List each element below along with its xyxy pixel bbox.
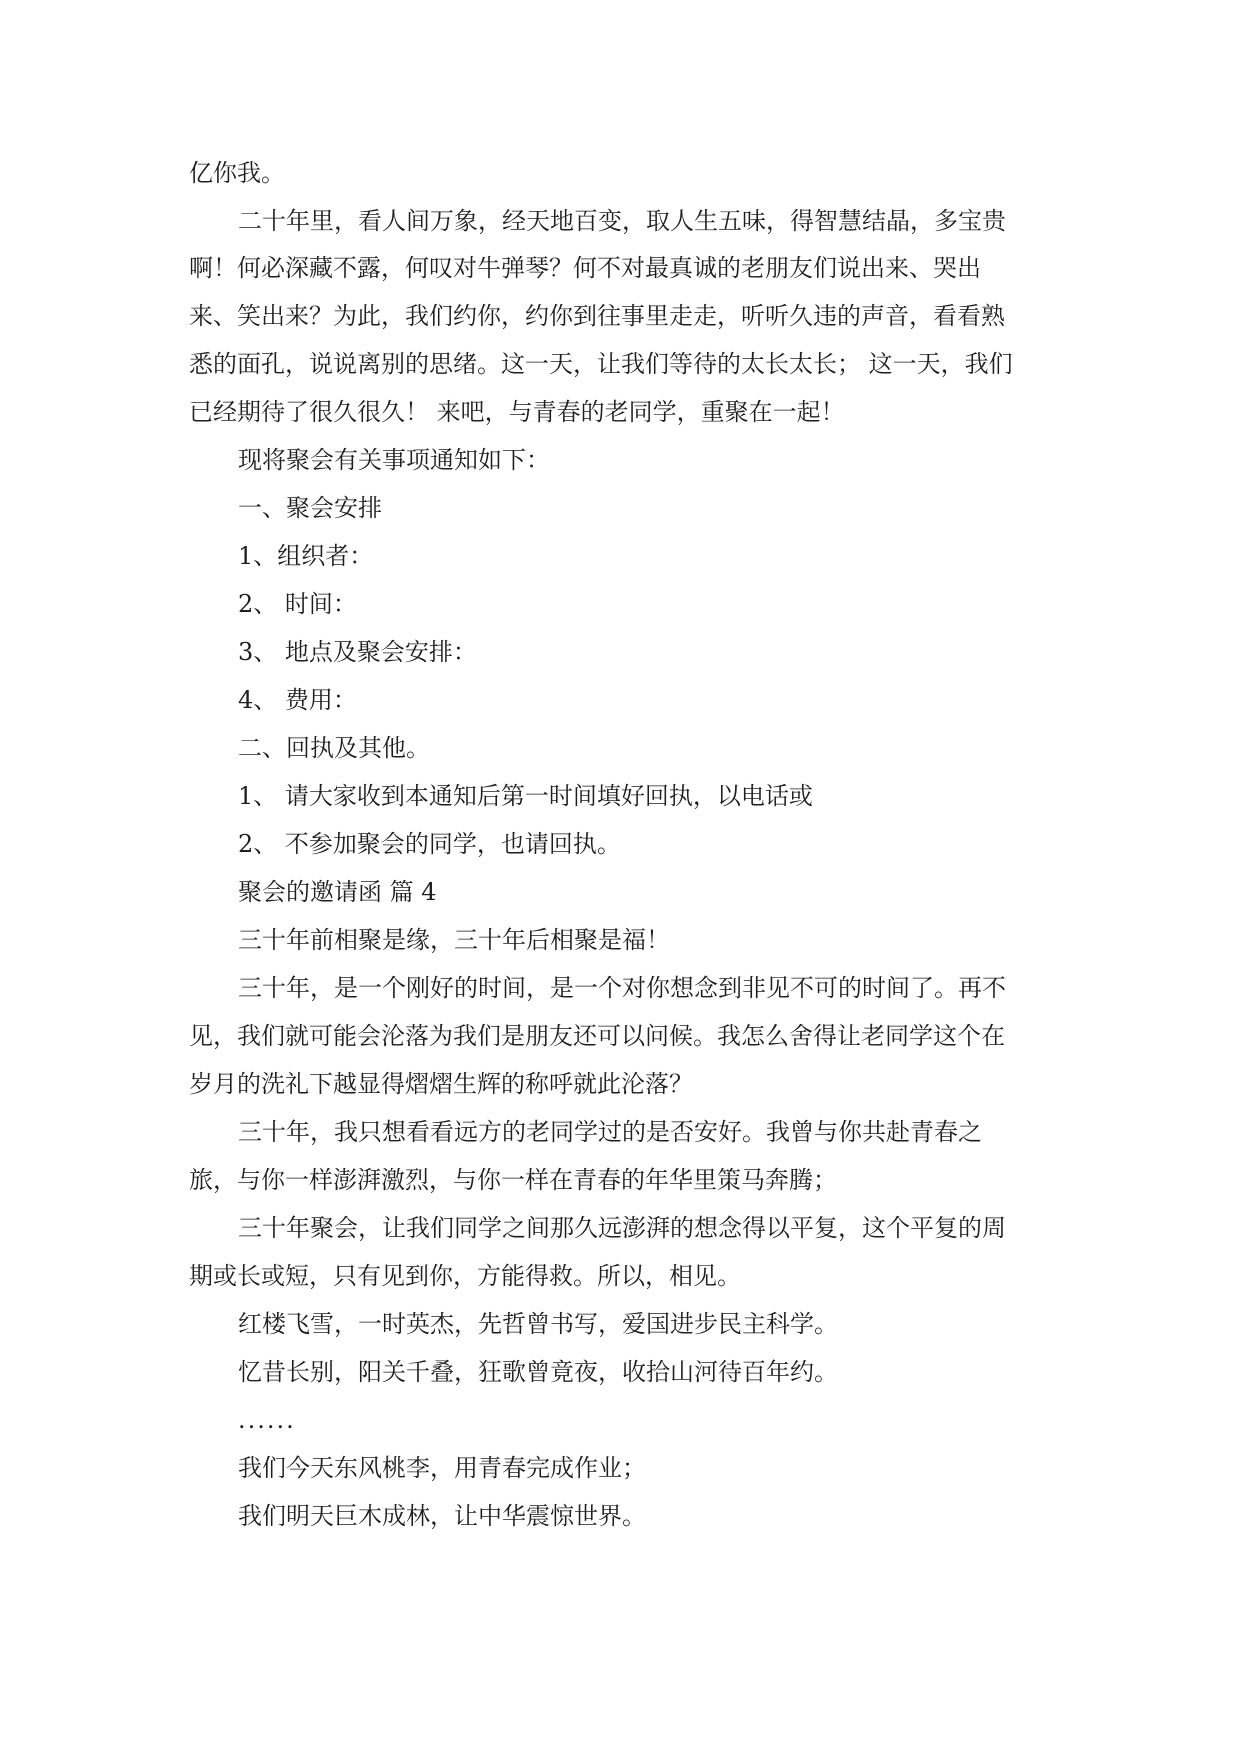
paragraph-line: 红楼飞雪，一时英杰，先哲曾书写，爱国进步民主科学。 bbox=[238, 1310, 838, 1338]
paragraph-line: 见，我们就可能会沦落为我们是朋友还可以问候。我怎么舍得让老同学这个在 bbox=[189, 1022, 1005, 1050]
ellipsis-line: ...... bbox=[238, 1406, 296, 1434]
paragraph-line: 悉的面孔，说说离别的思绪。这一天，让我们等待的太长太长； 这一天，我们 bbox=[189, 350, 1013, 378]
list-item: 2、 不参加聚会的同学，也请回执。 bbox=[238, 830, 621, 858]
paragraph-line: 三十年，我只想看看远方的老同学过的是否安好。我曾与你共赴青春之 bbox=[238, 1118, 982, 1146]
paragraph-line: 旅，与你一样澎湃激烈，与你一样在青春的年华里策马奔腾； bbox=[189, 1166, 837, 1194]
paragraph-line: 三十年聚会，让我们同学之间那久远澎湃的想念得以平复，这个平复的周 bbox=[238, 1214, 1006, 1242]
paragraph-line: 期或长或短，只有见到你，方能得救。所以，相见。 bbox=[189, 1262, 741, 1290]
paragraph-line: 二十年里，看人间万象，经天地百变，取人生五味，得智慧结晶，多宝贵 bbox=[238, 207, 1006, 235]
paragraph-line: 三十年，是一个刚好的时间，是一个对你想念到非见不可的时间了。再不 bbox=[238, 974, 1006, 1002]
section-heading: 一、聚会安排 bbox=[238, 494, 382, 522]
article-title: 聚会的邀请函 篇 4 bbox=[238, 878, 437, 906]
section-heading: 二、回执及其他。 bbox=[238, 734, 430, 762]
list-item: 2、 时间： bbox=[238, 590, 357, 618]
paragraph-line: 啊！何必深藏不露，何叹对牛弹琴？何不对最真诚的老朋友们说出来、哭出 bbox=[189, 254, 981, 282]
list-item: 1、 请大家收到本通知后第一时间填好回执，以电话或 bbox=[238, 782, 813, 810]
paragraph-line: 来、笑出来？为此，我们约你，约你到往事里走走，听听久违的声音，看看熟 bbox=[189, 302, 1005, 330]
paragraph-line: 现将聚会有关事项通知如下： bbox=[238, 446, 550, 474]
paragraph-line: 我们明天巨木成林，让中华震惊世界。 bbox=[238, 1502, 646, 1530]
list-item: 1、组织者： bbox=[238, 542, 374, 570]
paragraph-line: 亿你我。 bbox=[189, 159, 285, 187]
paragraph-line: 忆昔长别，阳关千叠，狂歌曾竟夜，收拾山河待百年约。 bbox=[238, 1358, 838, 1386]
list-item: 3、 地点及聚会安排： bbox=[238, 638, 477, 666]
paragraph-line: 我们今天东风桃李，用青春完成作业； bbox=[238, 1454, 646, 1482]
paragraph-line: 已经期待了很久很久！ 来吧，与青春的老同学，重聚在一起！ bbox=[189, 398, 845, 426]
list-item: 4、 费用： bbox=[238, 686, 357, 714]
paragraph-line: 三十年前相聚是缘，三十年后相聚是福！ bbox=[238, 926, 670, 954]
paragraph-line: 岁月的洗礼下越显得熠熠生辉的称呼就此沦落？ bbox=[189, 1070, 693, 1098]
